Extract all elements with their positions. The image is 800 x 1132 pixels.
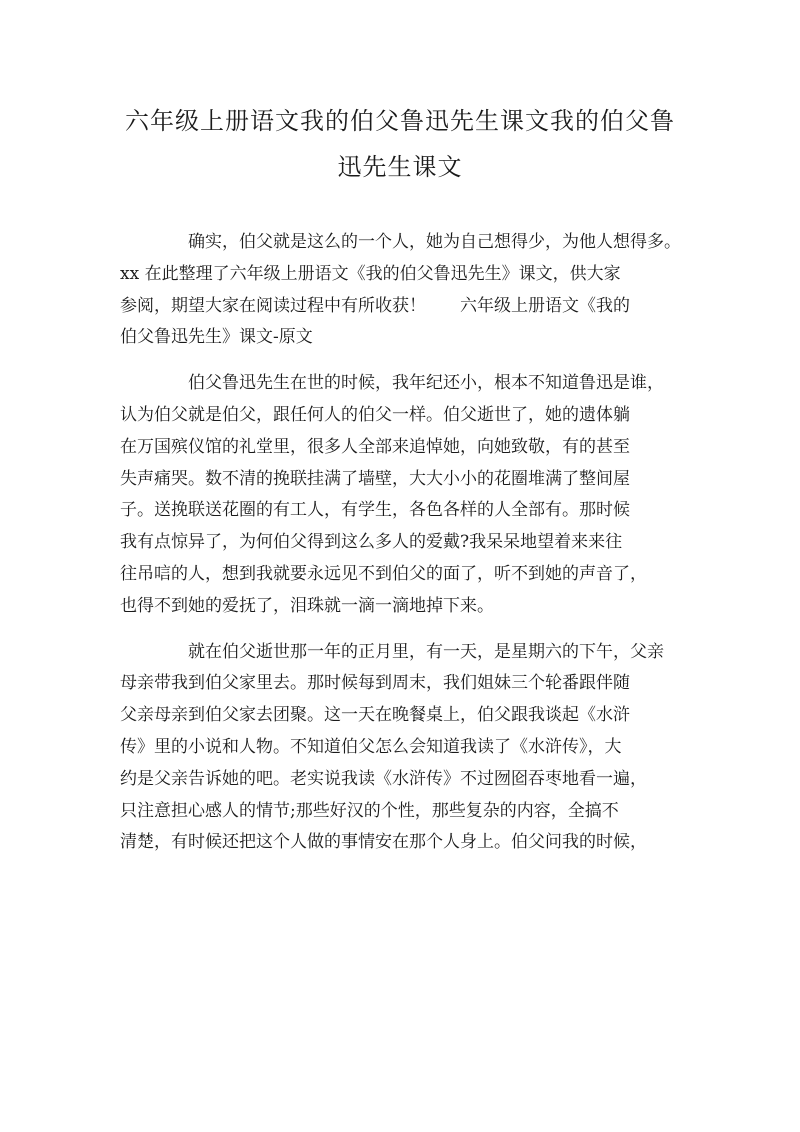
document-body <box>120 227 682 859</box>
text-line: 母亲带我到伯父家里去。那时候每到周末，我们姐妹三个轮番跟伴随 <box>120 673 630 694</box>
text-line: 也得不到她的爱抚了，泪珠就一滴一滴地掉下来。 <box>120 595 494 616</box>
text-line: 失声痛哭。数不清的挽联挂满了墙壁，大大小小的花圈堆满了整间屋 <box>120 468 630 489</box>
text-line: 伯父鲁迅先生》课文-原文 <box>120 327 313 348</box>
text-line: 传》里的小说和人物。不知道伯父怎么会知道我读了《水浒传》，大 <box>120 736 622 757</box>
paragraph-2 <box>120 368 682 622</box>
title-line-2: 迅先生课文 <box>337 153 463 181</box>
text-line: 往吊唁的人，想到我就要永远见不到伯父的面了，听不到她的声音了， <box>120 563 647 584</box>
text-line: xx 在此整理了六年级上册语文《我的伯父鲁迅先生》课文，供大家 <box>120 263 621 284</box>
text-line: 子。送挽联送花圈的有工人，有学生，各色各样的人全部有。那时候 <box>120 500 630 521</box>
text-line: 认为伯父就是伯父，跟任何人的伯父一样。伯父逝世了，她的遗体躺 <box>120 404 630 425</box>
paragraph-1 <box>120 227 682 354</box>
text-line: 在万国殡仪馆的礼堂里，很多人全部来追悼她，向她致敬，有的甚至 <box>120 436 630 457</box>
text-line: 我有点惊异了，为何伯父得到这么多人的爱戴?我呆呆地望着来来往 <box>120 532 623 553</box>
text-line: 约是父亲告诉她的吧。老实说我读《水浒传》不过囫囵吞枣地看一遍， <box>120 768 647 789</box>
text-line: 伯父鲁迅先生在世的时候，我年纪还小，根本不知道鲁迅是谁， <box>188 373 664 394</box>
text-line: 就在伯父逝世那一年的正月里，有一天，是星期六的下午，父亲 <box>188 641 664 662</box>
paragraph-3 <box>120 637 682 860</box>
text-line: 参阅，期望大家在阅读过程中有所收获！ 六年级上册语文《我的 <box>120 295 630 316</box>
text-line: 清楚，有时候还把这个人做的事情安在那个人身上。伯父问我的时候， <box>120 832 647 853</box>
text-line: 只注意担心感人的情节;那些好汉的个性，那些复杂的内容，全搞不 <box>120 800 619 821</box>
document-title <box>118 98 682 190</box>
title-line-1: 六年级上册语文我的伯父鲁迅先生课文我的伯父鲁 <box>125 107 675 135</box>
text-line: 确实，伯父就是这么的一个人，她为自己想得少，为他人想得多。 <box>188 232 681 252</box>
text-line: 父亲母亲到伯父家去团聚。这一天在晚餐桌上，伯父跟我谈起《水浒 <box>120 705 630 726</box>
